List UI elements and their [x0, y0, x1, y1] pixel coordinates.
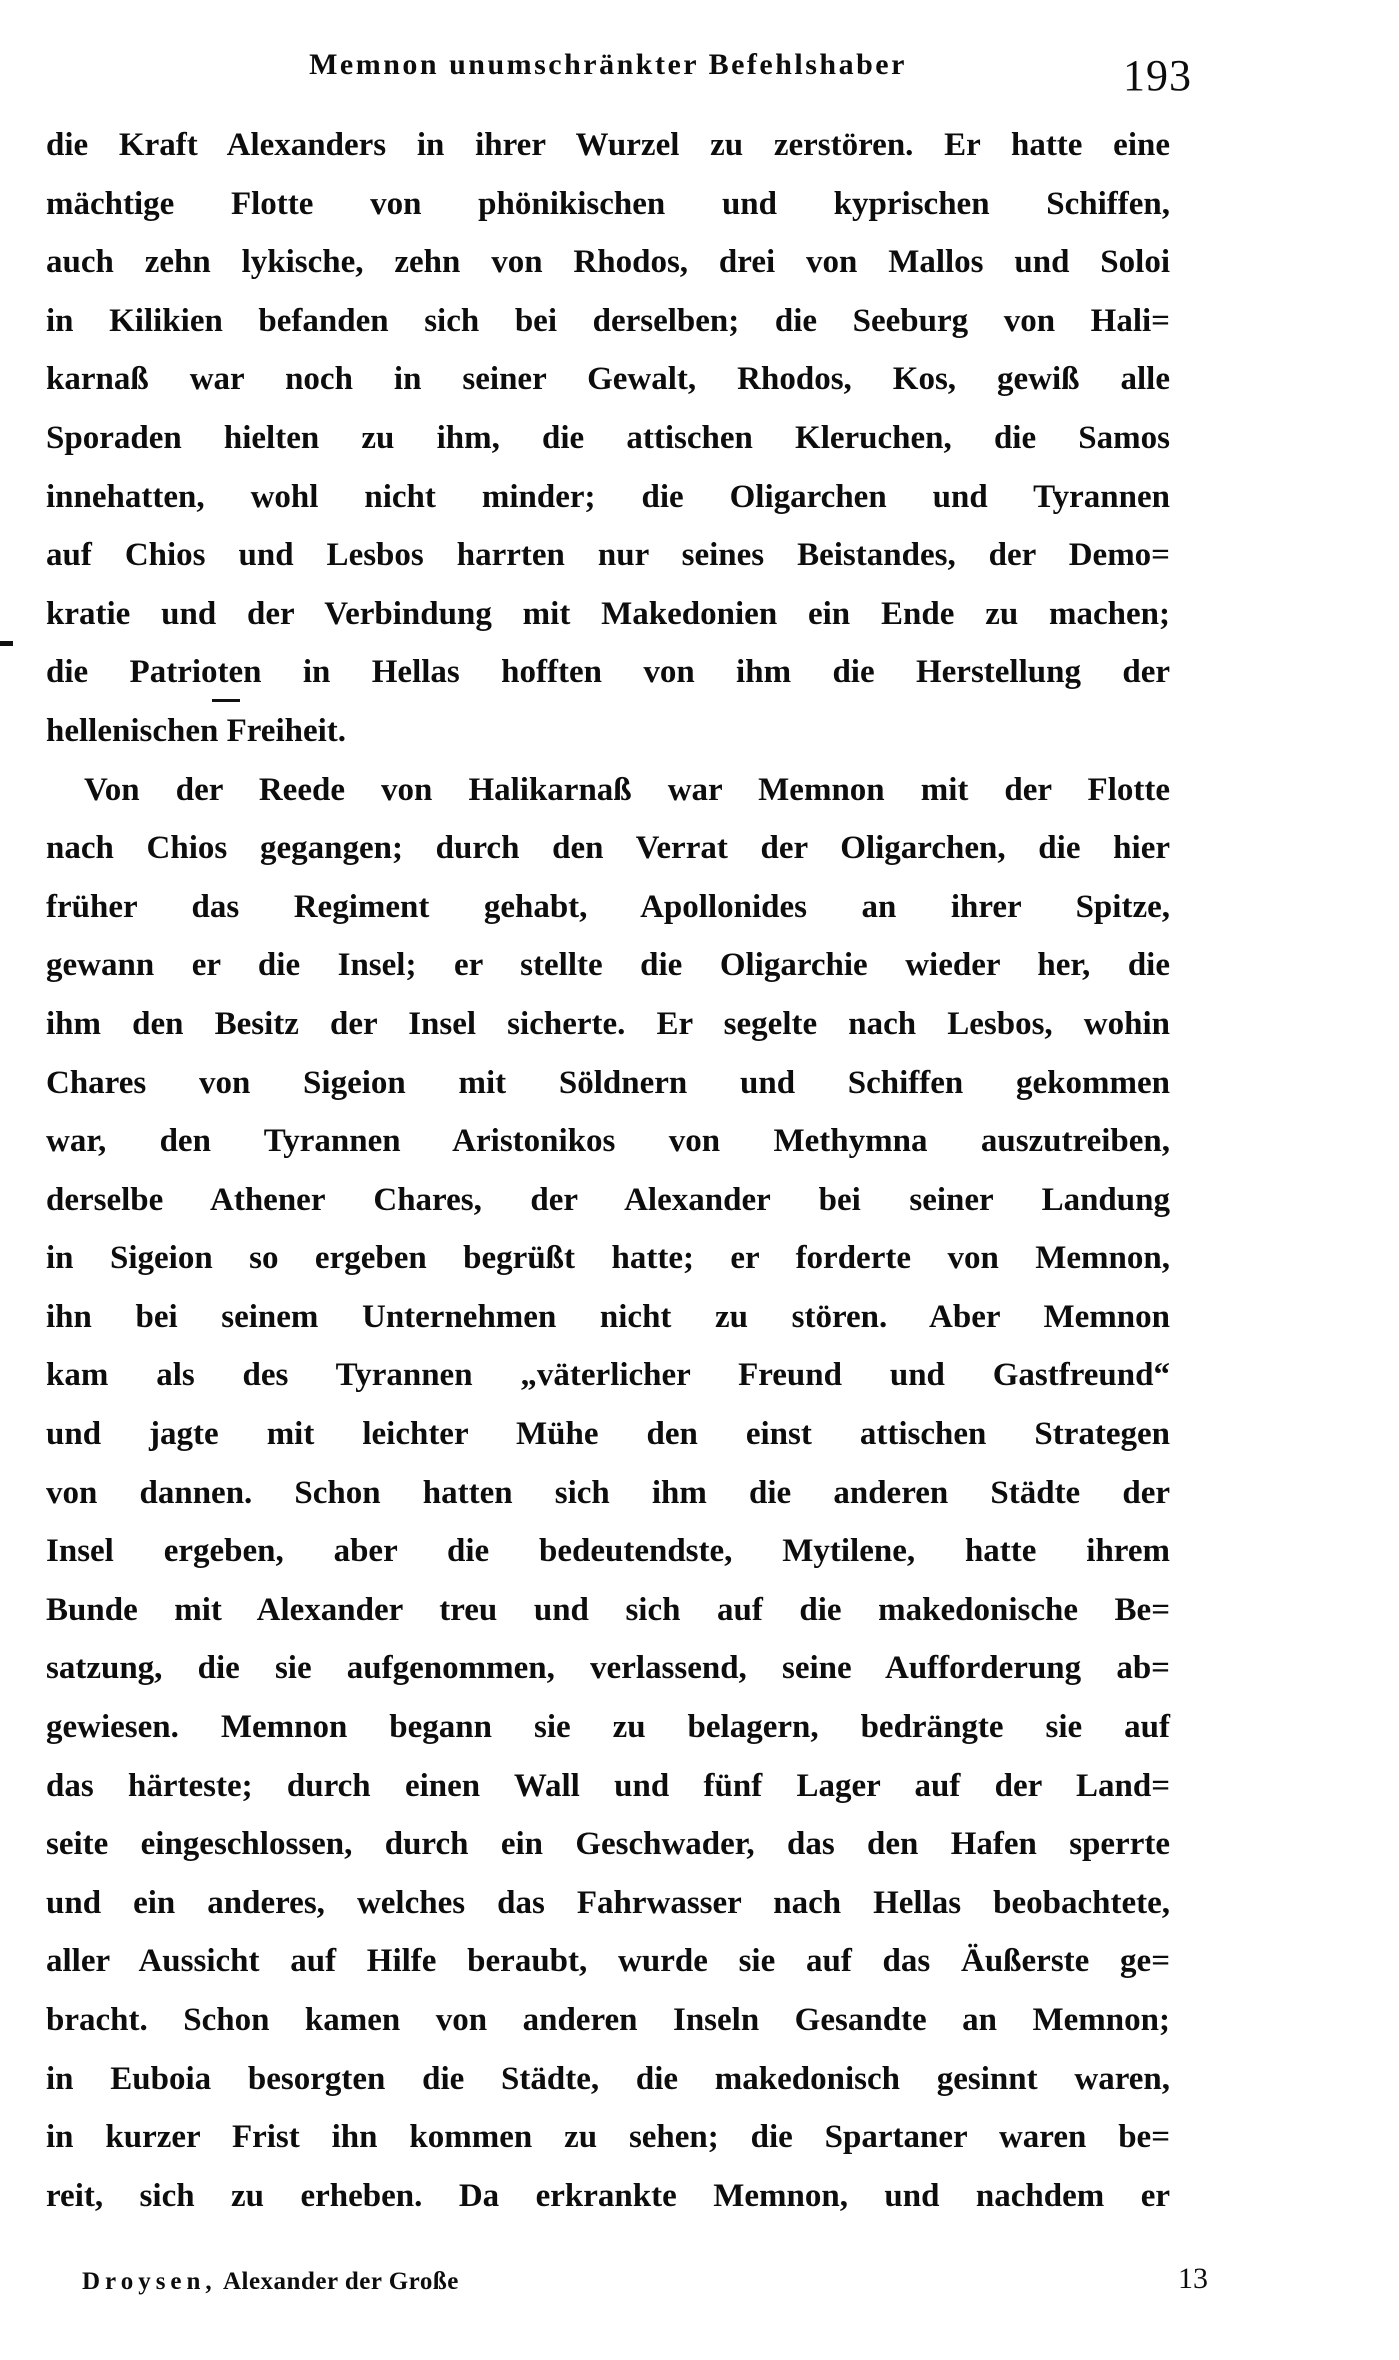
footer-work: Alexander der Große: [222, 2268, 459, 2295]
text-line: Von der Reede von Halikarnaß war Memnon mit der Flotte: [84, 771, 1170, 808]
text-line: kam als des Tyrannen „väterlicher Freund und Gastfreund“: [46, 1357, 1170, 1394]
body-text: [46, 116, 1170, 2225]
text-line: satzung, die sie aufgenommen, verlassend, seine Aufforderung ab=: [46, 1650, 1170, 1687]
print-artifact: [0, 641, 13, 646]
text-line: bracht. Schon kamen von anderen Inseln Gesandte an Memnon;: [46, 2002, 1170, 2038]
text-line: auf Chios und Lesbos harrten nur seines Beistandes, der Demo=: [46, 537, 1170, 574]
text-line: und ein anderes, welches das Fahrwasser nach Hellas beobachtete,: [46, 1884, 1170, 1921]
text-line: in Euboia besorgten die Städte, die makedonisch gesinnt waren,: [46, 2060, 1170, 2097]
text-line: aller Aussicht auf Hilfe beraubt, wurde sie auf das Äußerste ge=: [46, 1943, 1170, 1980]
footer-author: Droysen,: [82, 2268, 217, 2295]
text-line: früher das Regiment gehabt, Apollonides an ihrer Spitze,: [46, 888, 1170, 925]
running-title: Memnon unumschränkter Befehlshaber: [309, 48, 907, 81]
text-line: hellenischen Freiheit.: [46, 712, 347, 749]
text-line: kratie und der Verbindung mit Makedonien ein Ende zu machen;: [46, 595, 1170, 632]
text-line: in Sigeion so ergeben begrüßt hatte; er forderte von Memnon,: [46, 1240, 1170, 1277]
text-line: mächtige Flotte von phönikischen und kyprischen Schiffen,: [46, 185, 1170, 222]
text-line: nach Chios gegangen; durch den Verrat der Oligarchen, die hier: [46, 830, 1170, 867]
text-line: derselbe Athener Chares, der Alexander bei seiner Landung: [46, 1181, 1170, 1218]
paragraph: [46, 116, 1170, 761]
text-line: in kurzer Frist ihn kommen zu sehen; die Spartaner waren be=: [46, 2119, 1170, 2156]
print-artifact: [212, 699, 240, 702]
text-line: war, den Tyrannen Aristonikos von Methymna auszutreiben,: [46, 1123, 1170, 1160]
text-line: karnaß war noch in seiner Gewalt, Rhodos, Kos, gewiß alle: [46, 361, 1170, 398]
page-number: 193: [1123, 51, 1192, 100]
text-line: und jagte mit leichter Mühe den einst attischen Strategen: [46, 1416, 1170, 1453]
text-line: gewann er die Insel; er stellte die Oligarchie wieder her, die: [46, 947, 1170, 984]
text-line: die Patrioten in Hellas hofften von ihm die Herstellung der: [46, 654, 1170, 691]
page-header: [46, 36, 1192, 106]
text-line: seite eingeschlossen, durch ein Geschwader, das den Hafen sperrte: [46, 1826, 1170, 1863]
text-line: innehatten, wohl nicht minder; die Oligarchen und Tyrannen: [46, 478, 1170, 515]
page-footer: [46, 2262, 1208, 2322]
text-line: Insel ergeben, aber die bedeutendste, Mytilene, hatte ihrem: [46, 1533, 1170, 1570]
text-line: die Kraft Alexanders in ihrer Wurzel zu zerstören. Er hatte eine: [46, 127, 1170, 163]
text-line: von dannen. Schon hatten sich ihm die anderen Städte der: [46, 1474, 1170, 1511]
text-line: in Kilikien befanden sich bei derselben; die Seeburg von Hali=: [46, 302, 1170, 339]
text-line: Bunde mit Alexander treu und sich auf die makedonische Be=: [46, 1591, 1170, 1628]
text-line: reit, sich zu erheben. Da erkrankte Memnon, und nachdem er: [46, 2177, 1170, 2214]
text-line: ihn bei seinem Unternehmen nicht zu stören. Aber Memnon: [46, 1298, 1170, 1335]
footer-signature: [82, 2268, 459, 2296]
text-line: auch zehn lykische, zehn von Rhodos, drei von Mallos und Soloi: [46, 244, 1170, 281]
text-line: ihm den Besitz der Insel sicherte. Er segelte nach Lesbos, wohin: [46, 1005, 1170, 1042]
text-line: das härteste; durch einen Wall und fünf Lager auf der Land=: [46, 1767, 1170, 1804]
paragraph: [46, 761, 1170, 2226]
text-line: Sporaden hielten zu ihm, die attischen Kleruchen, die Samos: [46, 419, 1170, 456]
text-line: gewiesen. Memnon begann sie zu belagern, bedrängte sie auf: [46, 1709, 1170, 1746]
text-line: Chares von Sigeion mit Söldnern und Schiffen gekommen: [46, 1064, 1170, 1101]
sheet-number: 13: [1178, 2262, 1208, 2295]
